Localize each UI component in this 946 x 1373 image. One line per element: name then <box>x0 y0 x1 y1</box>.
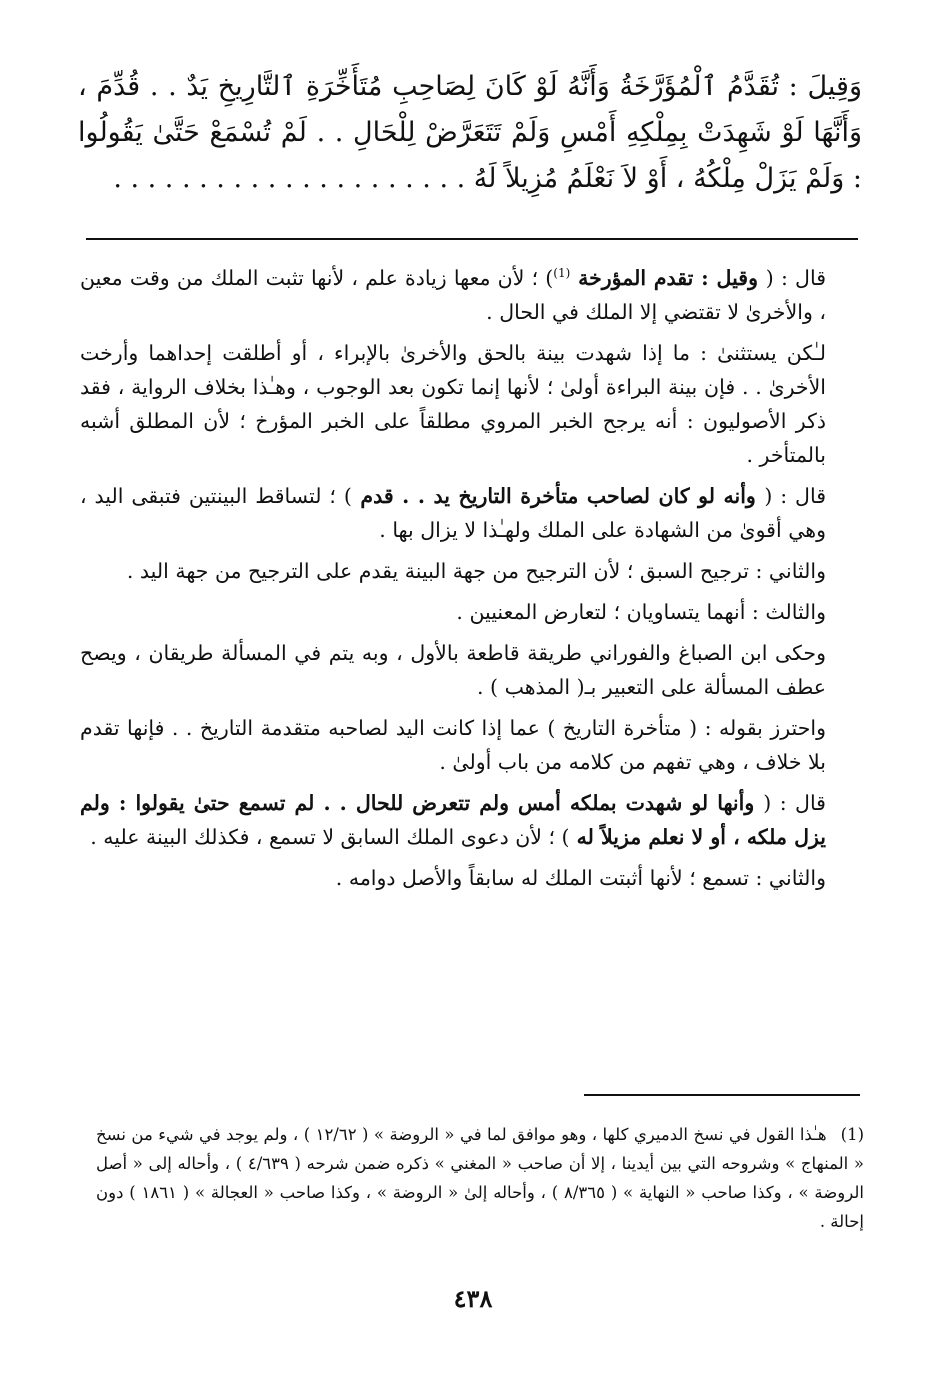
commentary-paragraph-2: لـٰكن يستثنىٰ : ما إذا شهدت بينة بالحق والأخرىٰ بالإبراء ، أو أطلقت إحداهما وأرخت الأخرىٰ . . فإن بينة البراءة أولىٰ ؛ لأنها إنما تكون بعد الوجوب ، وهـٰذا بخلاف الرواية ، فقد ذكر الأصوليون : أنه يرجح الخبر المروي مطلقاً على الخبر المؤرخ ؛ لأن المطلق أشبه بالمتأخر . <box>80 340 826 467</box>
footnote-text: هـٰذا القول في نسخ الدميري كلها ، وهو موافق لما في « الروضة » ( ١٢/٦٢ ) ، ولم يوجد في شيء من نسخ « المنهاج » وشروحه التي بين أيدينا ، إلا أن صاحب « المغني » ذكره ضمن شرحه ( ٤/٦٣٩ ) ، وأحاله إلى « أصل الروضة » ، وكذا صاحب « النهاية » ( ٨/٣٦٥ ) ، وأحاله إلىٰ « الروضة » ، وكذا صاحب « العجالة » ( ١٨٦١ ) دون إحالة . <box>96 1125 864 1231</box>
quote-intro: قال : ( <box>764 483 826 508</box>
commentary-paragraph-8 <box>80 786 860 854</box>
matn-line-1: وَقِيلَ : تُقَدَّمُ ٱلْمُؤَرَّخَةُ وَأَنَّهُ لَوْ كَانَ لِصَاحِبِ مُتَأَخِّرَةِ ٱلتَّارِيخِ يَدٌ . . قُدِّمَ ، وَأَنَّهَا لَوْ <box>78 71 863 148</box>
commentary-paragraph-7: واحترز بقوله : ( متأخرة التاريخ ) عما إذا كانت اليد لصاحبه متقدمة التاريخ . . فإنها تقدم بلا خلاف ، وهي تفهم من كلامه من باب أولىٰ . <box>80 715 826 774</box>
quote-intro: قال : ( <box>763 790 826 815</box>
commentary-paragraph-4: والثاني : ترجيح السبق ؛ لأن الترجيح من جهة البينة يقدم على الترجيح من جهة اليد . <box>126 558 826 583</box>
commentary-paragraph-6: وحكى ابن الصباغ والفوراني طريقة قاطعة بالأول ، وبه يتم في المسألة طريقان ، ويصح عطف المسألة على التعبير بـ( المذهب ) . <box>80 640 826 699</box>
footnote-reference: (1) <box>553 266 571 280</box>
matn-text-block <box>78 64 862 202</box>
commentary-paragraph-9: والثاني : تسمع ؛ لأنها أثبتت الملك له سابقاً والأصل دوامه . <box>335 865 826 890</box>
matn-separator-line <box>86 238 858 240</box>
commentary-paragraph-3 <box>80 479 860 547</box>
quoted-matn: وأنه لو كان لصاحب متأخرة التاريخ يد . . قدم <box>351 483 765 508</box>
commentary-text: ) ؛ لأن معها زيادة علم ، لأنها تثبت الملك من وقت معين ، والأخرىٰ لا تقتضي إلا الملك في الحال . <box>80 265 826 324</box>
commentary-text-block <box>80 256 860 902</box>
quote-intro: قال : ( <box>765 265 826 290</box>
quoted-matn: وأنها لو شهدت بملكه أمس ولم تتعرض للحال . . لم تسمع حتىٰ يقولوا : ولم يزل ملكه ، أو لا نعلم مزيلاً له <box>80 790 826 849</box>
commentary-paragraph-1 <box>80 256 860 329</box>
footnote-number: (1) <box>840 1125 864 1144</box>
quoted-matn: وقيل : تقدم المؤرخة <box>570 265 766 290</box>
matn-line-3: مِلْكُهُ ، أَوْ لاَ نَعْلَمُ مُزِيلاً لَهُ <box>473 163 746 194</box>
footnote <box>96 1120 864 1236</box>
commentary-paragraph-5: والثالث : أنهما يتساويان ؛ لتعارض المعنيين . <box>456 599 826 624</box>
commentary-text: ) ؛ لتساقط البينتين فتبقى اليد ، وهي أقوىٰ من الشهادة على الملك ولهـٰذا لا يزال بها . <box>80 483 826 542</box>
commentary-text: ) ؛ لأن دعوى الملك السابق لا تسمع ، فكذلك البينة عليه . <box>90 824 570 849</box>
matn-ellipsis-dots: . . . . . . . . . . . . . . . . . . . . . <box>113 163 466 194</box>
page-number: ٤٣٨ <box>453 1284 493 1313</box>
matn-line-2: شَهِدَتْ بِمِلْكِهِ أَمْسِ وَلَمْ تَتَعَرَّضْ لِلْحَالِ . . لَمْ تُسْمَعْ حَتَّىٰ يَقُولُوا : وَلَمْ يَزَلْ <box>78 117 862 194</box>
footnote-separator-line <box>584 1094 860 1096</box>
